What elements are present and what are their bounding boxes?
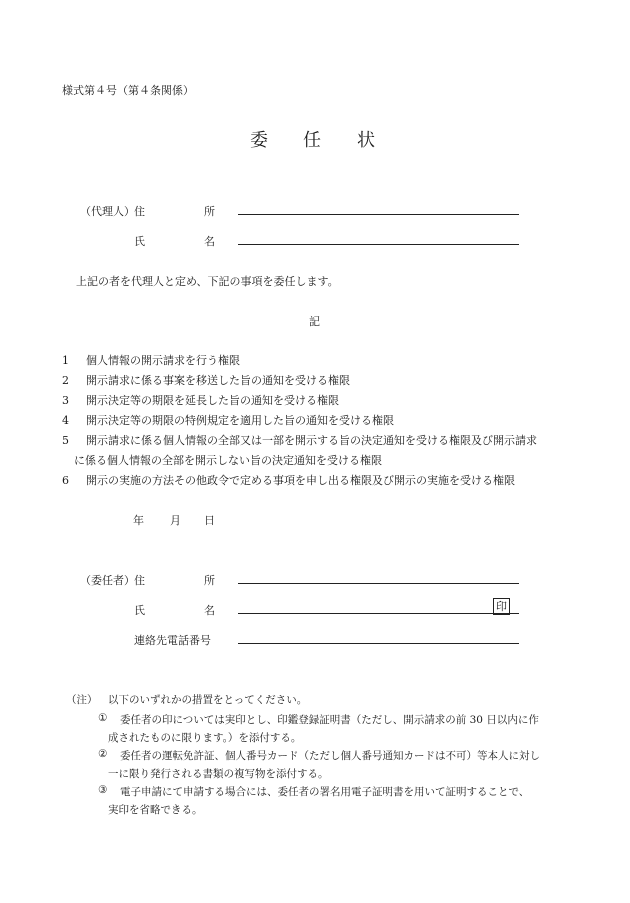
principal-address-label-a: 住 [134,574,145,587]
principal-phone-label: 連絡先電話番号 [134,634,211,647]
document-title-2 [303,126,321,152]
note-2-line-1: 委任者の運転免許証、個人番号カード（ただし個人番号通知カードは不可）等本人に対し [120,750,540,762]
list-item [62,372,350,388]
notes-label: （注） [66,694,98,706]
agent-name-label-a: 氏 [134,235,145,248]
principal-address-label-b: 所 [204,574,215,587]
title-char-1: 委 [250,130,268,151]
list-item [62,432,537,448]
ki-heading: 記 [309,315,320,328]
principal-address-line[interactable] [238,583,519,584]
item-number: 5 [62,434,69,447]
note-2-mark: ② [98,748,108,760]
item-text: 開示の実施の方法その他政令で定める事項を申し出る権限及び開示の実施を受ける権限 [86,474,515,487]
seal-mark: 印 [493,598,510,615]
note-1-line-1: 委任者の印については実印とし、印鑑登録証明書（ただし、開示請求の前 30 日以内に作 [120,714,539,726]
title-char-2: 任 [303,130,321,151]
agent-name-label-b: 名 [204,235,215,248]
item-text: 開示請求に係る個人情報の全部又は一部を開示する旨の決定通知を受ける権限及び開示請求 [86,434,537,447]
item-number: 1 [62,354,69,367]
item-text: 開示決定等の期限を延長した旨の通知を受ける権限 [86,394,339,407]
document-title-3 [357,126,375,152]
item-number: 6 [62,474,69,487]
notes-intro: 以下のいずれかの措置をとってください。 [108,694,308,706]
principal-name-label-a: 氏 [134,604,145,617]
list-item [62,392,339,408]
item-text: 開示決定等の期限の特例規定を適用した旨の通知を受ける権限 [86,414,394,427]
item-text-continuation: に係る個人情報の全部を開示しない旨の決定通知を受ける権限 [74,454,382,467]
principal-name-label-b: 名 [204,604,215,617]
note-3-line-2: 実印を省略できる。 [108,804,203,816]
item-number: 3 [62,394,69,407]
document-title [250,126,268,152]
agent-address-label-b: 所 [204,205,215,218]
note-1-mark: ① [98,712,108,724]
list-item [62,412,394,428]
item-number: 2 [62,374,69,387]
date-year: 年 [133,514,144,527]
agent-address-line[interactable] [238,214,519,215]
item-text: 個人情報の開示請求を行う権限 [86,354,240,367]
agent-name-line[interactable] [238,244,519,245]
form-number: 様式第４号（第４条関係） [62,84,194,97]
list-item [62,472,515,488]
note-1-line-2: 成されたものに限ります。）を添付する。 [108,732,302,744]
date-month: 月 [170,514,181,527]
principal-phone-line[interactable] [238,643,519,644]
note-2-line-2: 一に限り発行される書類の複写物を添付する。 [108,768,329,780]
list-item [62,352,240,368]
item-text: 開示請求に係る事案を移送した旨の通知を受ける権限 [86,374,350,387]
delegation-sentence: 上記の者を代理人と定め、下記の事項を委任します。 [76,275,339,288]
note-3-mark: ③ [98,784,108,796]
date-day: 日 [204,514,215,527]
agent-label: （代理人） [80,205,135,218]
principal-label: （委任者） [80,574,135,587]
agent-address-label-a: 住 [134,205,145,218]
item-number: 4 [62,414,69,427]
note-3-line-1: 電子申請にて申請する場合には、委任者の署名用電子証明書を用いて証明することで、 [120,786,530,798]
title-char-3: 状 [357,130,375,151]
principal-name-line[interactable] [238,613,519,614]
